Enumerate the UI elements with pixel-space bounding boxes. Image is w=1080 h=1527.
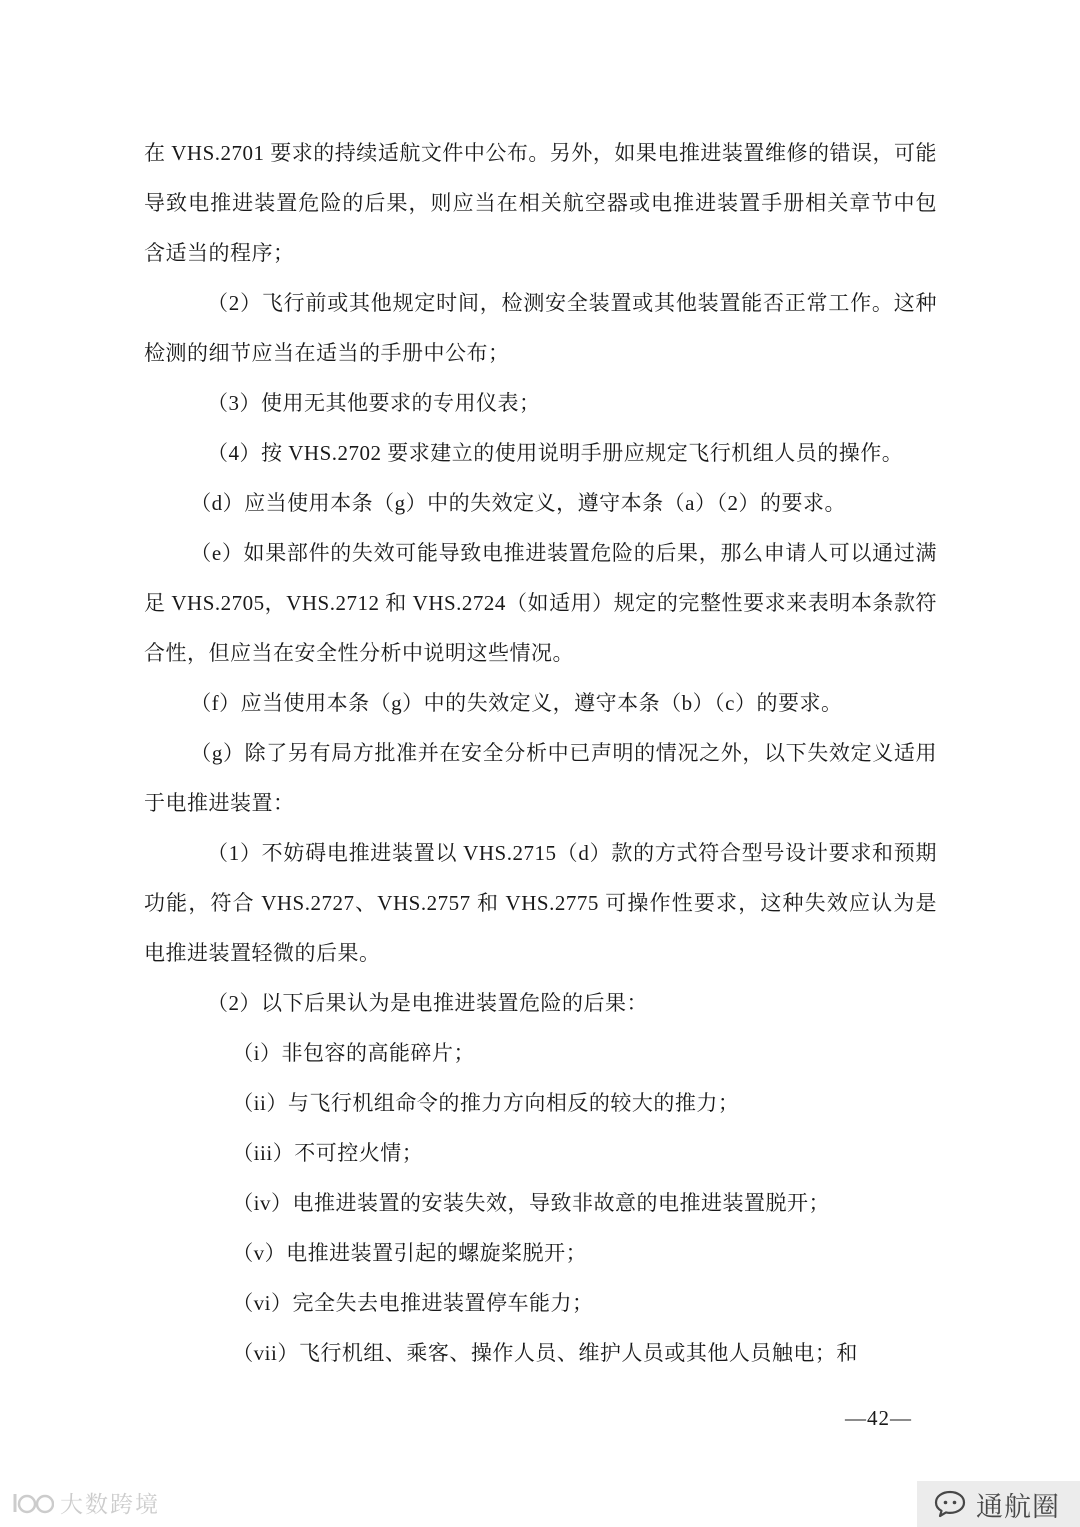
paragraph: 在 VHS.2701 要求的持续适航文件中公布。另外，如果电推进装置维修的错误，可能导致电推进装置危险的后果，则应当在相关航空器或电推进装置手册相关章节中包含适当的程序；	[144, 141, 937, 265]
paragraph: （v）电推进装置引起的螺旋桨脱开；	[232, 1241, 588, 1265]
paragraph: （e）如果部件的失效可能导致电推进装置危险的后果，那么申请人可以通过满足 VHS.2705，VHS.2712 和 VHS.2724（如适用）规定的完整性要求来表明本条款符合性，但应当在安全性分析中说明这些情况。	[144, 541, 937, 665]
paragraph: （f）应当使用本条（g）中的失效定义，遵守本条（b）（c）的要求。	[190, 691, 843, 715]
paragraph: （iv）电推进装置的安装失效，导致非故意的电推进装置脱开；	[232, 1191, 831, 1215]
document-body	[144, 128, 937, 1378]
page-number: —42—	[845, 1406, 912, 1430]
paragraph: （2）飞行前或其他规定时间，检测安全装置或其他装置能否正常工作。这种检测的细节应当在适当的手册中公布；	[144, 291, 937, 365]
paragraph: （2）以下后果认为是电推进装置危险的后果：	[207, 991, 648, 1015]
paragraph: （1）不妨碍电推进装置以 VHS.2715（d）款的方式符合型号设计要求和预期功能，符合 VHS.2727、VHS.2757 和 VHS.2775 可操作性要求，这种失效应认为是电推进装置轻微的后果。	[144, 841, 937, 965]
watermark-left-label: 大数跨境	[60, 1491, 160, 1517]
paragraph: （ii）与飞行机组命令的推力方向相反的较大的推力；	[232, 1091, 740, 1115]
paragraph: （vii）飞行机组、乘客、操作人员、维护人员或其他人员触电；和	[232, 1341, 858, 1365]
paragraph: （vi）完全失去电推进装置停车能力；	[232, 1291, 594, 1315]
paragraph: （4）按 VHS.2702 要求建立的使用说明手册应规定飞行机组人员的操作。	[207, 441, 904, 465]
watermark-bottom-left	[8, 1486, 160, 1519]
logo-100-icon	[8, 1490, 54, 1516]
paragraph: （g）除了另有局方批准并在安全分析中已声明的情况之外，以下失效定义适用于电推进装置：	[144, 741, 937, 815]
paragraph: （iii）不可控火情；	[232, 1141, 424, 1165]
watermark-bottom-right	[917, 1481, 1080, 1527]
chat-bubble-icon	[933, 1489, 967, 1519]
watermark-right-label: 通航圈	[976, 1491, 1060, 1522]
paragraph: （d）应当使用本条（g）中的失效定义，遵守本条（a）（2）的要求。	[190, 491, 847, 515]
paragraph: （3）使用无其他要求的专用仪表；	[207, 391, 541, 415]
paragraph: （i）非包容的高能碎片；	[232, 1041, 476, 1065]
